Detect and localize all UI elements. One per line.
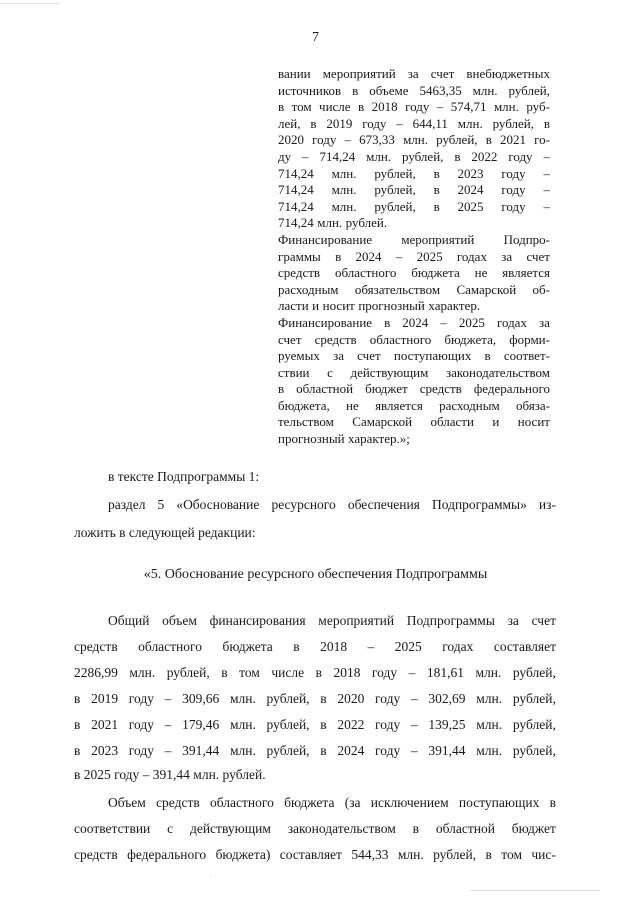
column-line: 2020 году – 673,33 млн. рублей, в 2021 го-: [278, 132, 550, 148]
column-line: 714,24 млн. рублей, в 2023 году –: [278, 165, 550, 181]
paragraph-first-line: Общий объем финансирования мероприятий Подпрограммы за счет: [108, 613, 556, 628]
section-title: «5. Обоснование ресурсного обеспечения Подпрограммы: [143, 567, 488, 582]
column-line: ду – 714,24 млн. рублей, в 2022 году –: [278, 148, 550, 164]
column-line: расходным обязательством Самарской об-: [278, 281, 550, 297]
right-column-text: [278, 66, 550, 448]
column-line: граммы в 2024 – 2025 годах за счет: [278, 248, 550, 264]
paragraph-line: средств федерального бюджета) составляет 544,33 млн. рублей, в том чис-: [74, 847, 556, 862]
column-line: 714,24 млн. рублей.: [278, 215, 388, 231]
column-line: источников в объеме 5463,35 млн. рублей,: [278, 82, 550, 98]
paragraph-line: в 2021 году – 179,46 млн. рублей, в 2022 году – 139,25 млн. рублей,: [74, 717, 556, 732]
paragraph-line: средств областного бюджета в 2018 – 2025 годах составляет: [74, 639, 556, 654]
page-number: 7: [312, 30, 319, 45]
column-line: в областной бюджет средств федерального: [278, 381, 550, 397]
paragraph-line: соответствии с действующим законодательством в областной бюджет: [74, 821, 556, 836]
column-line: Финансирование в 2024 – 2025 годах за: [278, 314, 550, 330]
in-text-line: в тексте Подпрограммы 1:: [108, 469, 260, 484]
column-line: ласти и носит прогнозный характер.: [278, 298, 481, 314]
column-line: в том числе в 2018 году – 574,71 млн. руб-: [278, 99, 550, 115]
section-intro-line: раздел 5 «Обоснование ресурсного обеспечения Подпрограммы» из-: [108, 497, 556, 512]
paragraph-line: в 2019 году – 309,66 млн. рублей, в 2020 году – 302,69 млн. рублей,: [74, 691, 556, 706]
column-line: прогнозный характер.»;: [278, 431, 410, 447]
scan-artifact: [470, 890, 600, 891]
column-line: ствии с действующим законодательством: [278, 364, 550, 380]
column-line: 714,24 млн. рублей, в 2024 году –: [278, 182, 550, 198]
paragraph-line: 2286,99 млн. рублей, в том числе в 2018 году – 181,61 млн. рублей,: [74, 665, 556, 680]
scan-artifact: [210, 875, 212, 876]
column-line: вании мероприятий за счет внебюджетных: [278, 66, 550, 81]
column-line: лей, в 2019 году – 644,11 млн. рублей, в: [278, 115, 550, 131]
column-line: тельством Самарской области и носит: [278, 414, 550, 430]
column-line: средств областного бюджета не является: [278, 265, 550, 281]
paragraph-line: в 2023 году – 391,44 млн. рублей, в 2024 году – 391,44 млн. рублей,: [74, 743, 556, 758]
paragraph-first-line: Объем средств областного бюджета (за исключением поступающих в: [108, 795, 556, 810]
column-line: Финансирование мероприятий Подпро-: [278, 231, 550, 247]
column-line: бюджета, не является расходным обяза-: [278, 397, 550, 413]
column-line: 714,24 млн. рублей, в 2025 году –: [278, 198, 550, 214]
scan-artifact: [0, 3, 60, 4]
paragraph-last-line: в 2025 году – 391,44 млн. рублей.: [74, 767, 266, 782]
column-line: руемых за счет поступающих в соответ-: [278, 348, 550, 364]
section-intro-continuation: ложить в следующей редакции:: [74, 525, 256, 540]
column-line: счет средств областного бюджета, форми-: [278, 331, 550, 347]
